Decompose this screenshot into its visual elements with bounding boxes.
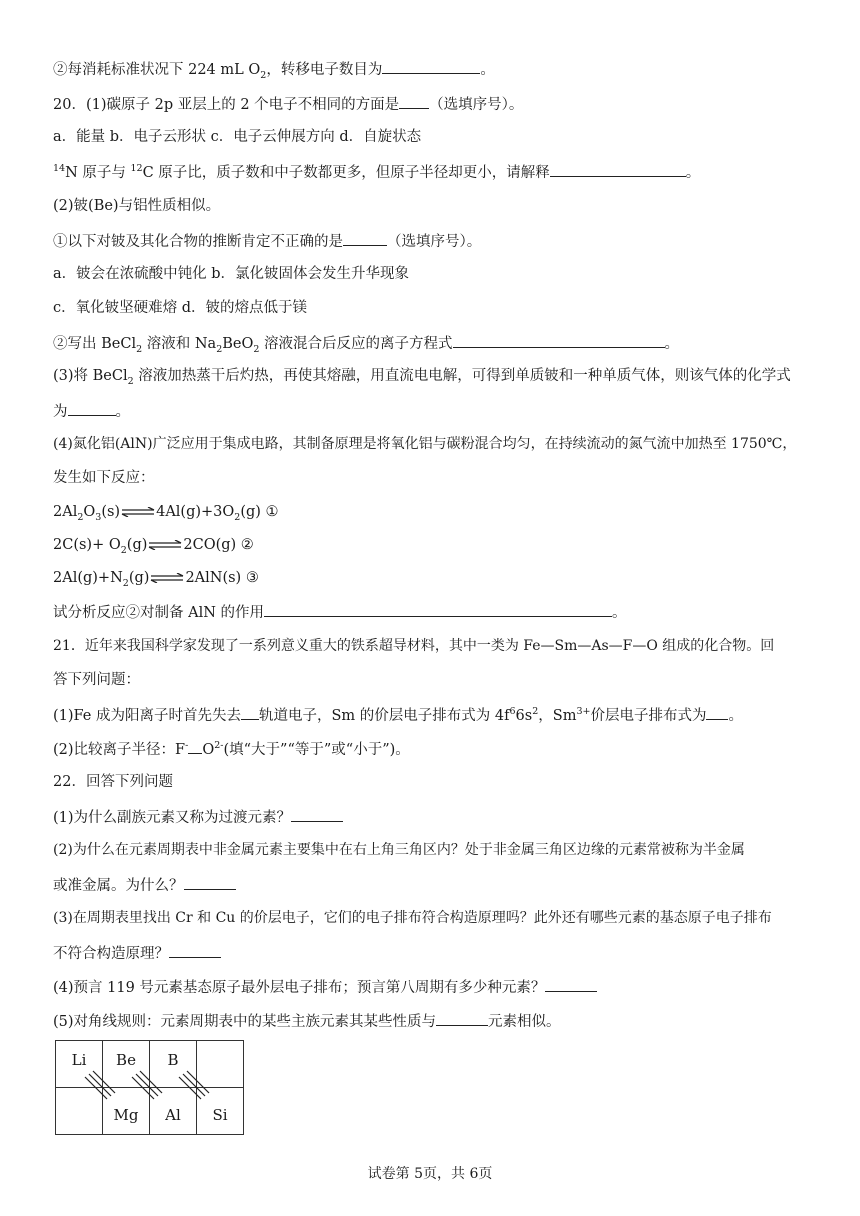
q20-part2-sub1: ①以下对铍及其化合物的推断肯定不正确的是 （选填序号）。 [53, 230, 481, 252]
equilibrium-arrow-icon [150, 573, 184, 583]
answer-blank[interactable] [184, 874, 236, 890]
element-cell: B [150, 1041, 197, 1088]
q20-part2-options-ab: a．铍会在浓硫酸中钝化 b．氯化铍固体会发生升华现象 [53, 266, 410, 282]
answer-blank[interactable] [545, 976, 597, 992]
q22-part5: (5)对角线规则：元素周期表中的某些主族元素其某些性质与 元素相似。 [53, 1010, 561, 1032]
answer-blank[interactable] [399, 93, 429, 109]
element-cell: Be [103, 1041, 150, 1088]
q20-part2-sub2: ②写出 BeCl$_2$ 溶液和 $Na_2BeO_2$ 溶液混合后反应的离子方程式 。 [53, 332, 679, 354]
equilibrium-arrow-icon [121, 507, 155, 517]
element-cell [197, 1041, 244, 1088]
q22-part3: (3)在周期表里找出 Cr 和 Cu 的价层电子，它们的电子排布符合构造原理吗？此外还有哪些元素的基态原子电子排布 [53, 910, 772, 926]
element-cell [56, 1088, 103, 1135]
q20-part3: (3)将 BeCl$_2$ 溶液加热蒸干后灼热，再使其熔融，用直流电电解，可得到单质铍和一种单质气体，则该气体的化学式 [53, 368, 791, 387]
equation-2: $2C(s)+ O_2(g)$ 2CO(g) ② [53, 537, 254, 556]
answer-blank[interactable] [264, 601, 612, 617]
answer-blank[interactable] [188, 738, 202, 754]
answer-blank[interactable] [291, 806, 343, 822]
q20-part4-analysis: 试分析反应②对制备 AlN 的作用 。 [53, 601, 627, 623]
q22-part1: (1)为什么副族元素又称为过渡元素？ [53, 806, 343, 828]
q20-part3-cont: 为 。 [53, 400, 130, 422]
equation-3: $2Al(g)+N_2(g)$ 2AlN(s) ③ [53, 570, 259, 589]
answer-blank[interactable] [706, 704, 728, 720]
q21-part1: (1)Fe 成为阳离子时首先失去 轨道电子，Sm 的价层电子排布式为 $4f^66s^2$，$Sm^{3+}$价层电子排布式为 。 [53, 704, 743, 726]
answer-blank[interactable] [382, 58, 480, 74]
answer-blank[interactable] [453, 332, 665, 348]
q20-part2-options-cd: c．氧化铍坚硬难熔 d．铍的熔点低于镁 [53, 300, 308, 316]
q22-part3-cont: 不符合构造原理？ [53, 942, 221, 964]
q20-part1: 20．(1)碳原子 2p 亚层上的 2 个电子不相同的方面是 （选填序号）。 [53, 93, 523, 115]
element-cell: Li [56, 1041, 103, 1088]
q21-intro-cont: 答下列问题： [53, 672, 140, 688]
answer-blank[interactable] [241, 704, 259, 720]
q20-part2-title: (2)铍(Be)与铝性质相似。 [53, 198, 221, 214]
q20-nucleus-question: $^{14}$N 原子与 $^{12}$C 原子比，质子数和中子数都更多，但原子半径却更小，请解释 。 [53, 161, 700, 183]
element-cell: Al [150, 1088, 197, 1135]
answer-blank[interactable] [343, 230, 387, 246]
q22-part2-cont: 或准金属。为什么？ [53, 874, 236, 896]
answer-blank[interactable] [436, 1010, 488, 1026]
page-footer: 试卷第 5页，共 6页 [367, 1166, 493, 1182]
diagonal-rule-table [55, 1040, 244, 1135]
answer-blank[interactable] [169, 942, 221, 958]
q22-part2: (2)为什么在元素周期表中非金属元素主要集中在右上角三角区内？处于非金属三角区边缘的元素常被称为半金属 [53, 842, 745, 858]
answer-blank[interactable] [550, 161, 686, 177]
answer-blank[interactable] [68, 400, 116, 416]
q21-part2: (2)比较离子半径：F- $O^{2-}$(填“大于”“等于”或“小于”)。 [53, 738, 410, 760]
q20-options: a．能量 b．电子云形状 c．电子云伸展方向 d．自旋状态 [53, 129, 422, 145]
q22-title: 22．回答下列问题 [53, 774, 173, 790]
q21-intro: 21．近年来我国科学家发现了一系列意义重大的铁系超导材料，其中一类为 Fe—Sm—As—F—O 组成的化合物。回 [53, 638, 775, 654]
q19-sub2: ②每消耗标准状况下 224 mL $O_2$，转移电子数目为 。 [53, 58, 495, 80]
element-cell: Si [197, 1088, 244, 1135]
element-cell: Mg [103, 1088, 150, 1135]
equilibrium-arrow-icon [148, 540, 182, 550]
q20-part4: (4)氮化铝(AlN)广泛应用于集成电路，其制备原理是将氧化铝与碳粉混合均匀，在持续流动的氮气流中加热至 1750℃， [53, 436, 797, 452]
q22-part4: (4)预言 119 号元素基态原子最外层电子排布；预言第八周期有多少种元素？ [53, 976, 597, 998]
equation-1: $2Al_2O_3(s)$ $4Al(g)+3O_2(g)$ ① [53, 504, 279, 523]
q20-part4-cont: 发生如下反应： [53, 470, 155, 486]
